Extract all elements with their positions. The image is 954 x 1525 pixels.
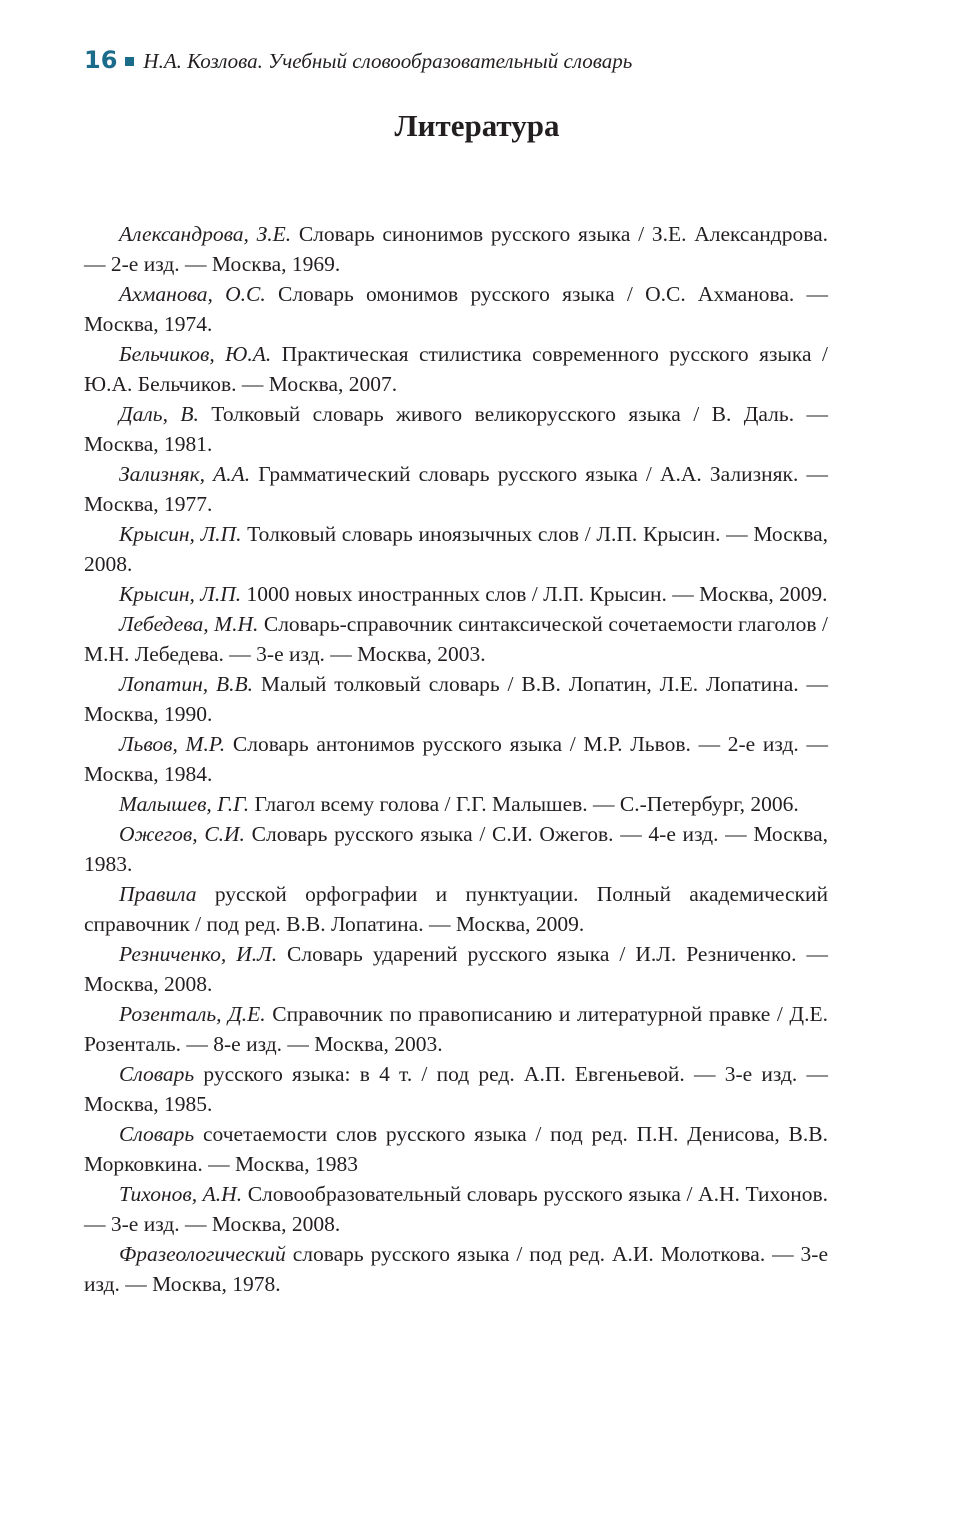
entry-author: Ахманова, О.С.	[119, 282, 266, 306]
entry-author: Фразеологический	[119, 1242, 286, 1266]
bibliography-list	[84, 219, 828, 1299]
entry-details: словарь русского языка / под ред. А.И. Молоткова. — 3-е изд. — Москва, 1978.	[84, 1242, 828, 1296]
entry-author: Крысин, Л.П.	[119, 582, 242, 606]
bibliography-entry	[84, 939, 828, 999]
section-title: Литература	[394, 108, 560, 143]
entry-details: русского языка: в 4 т. / под ред. А.П. Евгеньевой. — 3-е изд. — Москва, 1985.	[84, 1062, 828, 1116]
bibliography-entry	[84, 1119, 828, 1179]
bibliography-entry	[84, 999, 828, 1059]
entry-author: Даль, В.	[119, 402, 199, 426]
entry-details: Справочник по правописанию и литературной правке / Д.Е. Розенталь. — 8-е изд. — Москва, 2003.	[84, 1002, 828, 1056]
entry-author: Правила	[119, 882, 197, 906]
bibliography-entry	[84, 339, 828, 399]
bibliography-entry	[84, 399, 828, 459]
entry-details: Малый толковый словарь / В.В. Лопатин, Л.Е. Лопатина. — Москва, 1990.	[84, 672, 828, 726]
entry-details: Словарь русского языка / С.И. Ожегов. — 4-е изд. — Москва, 1983.	[84, 822, 828, 876]
entry-details: Глагол всему голова / Г.Г. Малышев. — С.-Петербург, 2006.	[249, 792, 799, 816]
entry-details: Толковый словарь живого великорусского языка / В. Даль. — Москва, 1981.	[84, 402, 828, 456]
bibliography-entry	[84, 519, 828, 579]
entry-details: 1000 новых иностранных слов / Л.П. Крысин. — Москва, 2009.	[241, 582, 828, 606]
entry-author: Резниченко, И.Л.	[119, 942, 278, 966]
entry-author: Львов, М.Р.	[119, 732, 226, 756]
bibliography-entry	[84, 669, 828, 729]
entry-author: Розенталь, Д.Е.	[119, 1002, 266, 1026]
entry-details: Толковый словарь иноязычных слов / Л.П. Крысин. — Москва, 2008.	[84, 522, 828, 576]
entry-author: Тихонов, А.Н.	[119, 1182, 243, 1206]
entry-details: Словарь омонимов русского языка / О.С. Ахманова. — Москва, 1974.	[84, 282, 828, 336]
bibliography-entry	[84, 789, 828, 819]
entry-details: Словарь синонимов русского языка / З.Е. Александрова. — 2-е изд. — Москва, 1969.	[84, 222, 828, 276]
bibliography-entry	[84, 1179, 828, 1239]
running-head	[84, 46, 632, 74]
entry-details: Словарь-справочник синтаксической сочетаемости глаголов / М.Н. Лебедева. — 3-е изд. — Москва, 2003.	[84, 612, 828, 666]
entry-author: Малышев, Г.Г.	[119, 792, 250, 816]
entry-author: Словарь	[119, 1062, 195, 1086]
page-number: 16	[84, 46, 118, 74]
bibliography-entry	[84, 819, 828, 879]
entry-details: Словарь антонимов русского языка / М.Р. Львов. — 2-е изд. — Москва, 1984.	[84, 732, 828, 786]
bibliography-entry	[84, 609, 828, 669]
entry-details: сочетаемости слов русского языка / под ред. П.Н. Денисова, В.В. Морковкина. — Москва, 1983	[84, 1122, 828, 1176]
entry-author: Словарь	[119, 1122, 195, 1146]
running-title: Н.А. Козлова. Учебный словообразовательный словарь	[143, 49, 633, 73]
entry-author: Крысин, Л.П.	[119, 522, 242, 546]
entry-author: Зализняк, А.А.	[119, 462, 251, 486]
bibliography-entry	[84, 579, 828, 609]
square-bullet-icon	[125, 57, 134, 66]
entry-details: Практическая стилистика современного русского языка / Ю.А. Бельчиков. — Москва, 2007.	[84, 342, 828, 396]
bibliography-entry	[84, 219, 828, 279]
entry-author: Ожегов, С.И.	[119, 822, 245, 846]
entry-author: Лопатин, В.В.	[119, 672, 254, 696]
entry-author: Александрова, З.Е.	[119, 222, 292, 246]
bibliography-entry	[84, 1059, 828, 1119]
entry-author: Лебедева, М.Н.	[119, 612, 259, 636]
bibliography-entry	[84, 879, 828, 939]
entry-details: русской орфографии и пунктуации. Полный академический справочник / под ред. В.В. Лопатина. — Москва, 2009.	[84, 882, 828, 936]
entry-details: Словарь ударений русского языка / И.Л. Резниченко. — Москва, 2008.	[84, 942, 828, 996]
bibliography-entry	[84, 1239, 828, 1299]
bibliography-entry	[84, 729, 828, 789]
entry-author: Бельчиков, Ю.А.	[119, 342, 272, 366]
bibliography-entry	[84, 459, 828, 519]
entry-details: Словообразовательный словарь русского языка / А.Н. Тихонов. — 3-е изд. — Москва, 2008.	[84, 1182, 829, 1236]
entry-details: Грамматический словарь русского языка / А.А. Зализняк. — Москва, 1977.	[84, 462, 828, 516]
bibliography-entry	[84, 279, 828, 339]
